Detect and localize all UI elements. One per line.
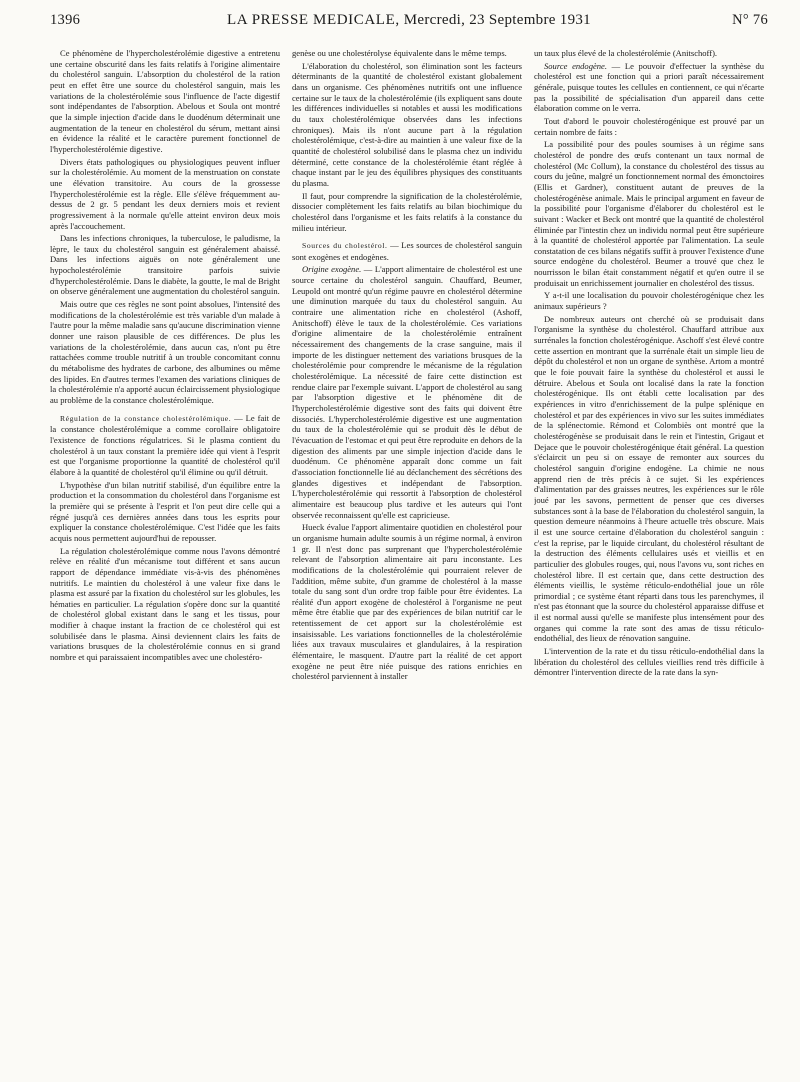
paragraph: La possibilité pour des poules soumises à un régime sans cholestérol de pondre des œufs contenant un taux normal de cholestérol (Mc Collum), la constance du cholestérol des tissus au cours du jeûne, malgré un fonctionnement normal des émonctoires (Ellis et Gardner), constituent autant de preuves de la cholestérogénèse animale. Mais le principal argument en faveur de la possibilité pour l'organisme d'élaborer du cholestérol est le suivant : Wacker et Beck ont montré que la quantité de cholestérol éliminée par l'intestin chez un individu normal peut être supérieure à la quantité de cholestérol apportée par l'alimentation. La seule constatation de ces bilans négatifs suffit à prouver l'existence d'une source endogène du cholestérol. Beumer a trouvé que chez le nourrisson le bilan était constamment négatif et qu'en outre il se produisait un enrichissement journalier en cholestérol des tissus. <box>534 139 764 288</box>
page-header <box>50 12 768 38</box>
column-3 <box>534 48 764 1078</box>
running-title <box>110 12 708 29</box>
column-2 <box>292 48 522 1078</box>
paragraph: Dans les infections chroniques, la tuberculose, le paludisme, la lèpre, le taux du cholestérol sanguin est généralement abaissé. Dans les infections aiguës on note généralement une hypocholestérolémie transitoire parfois suivie d'hypercholestérolémie. Dans le diabète, la goutte, le mal de Bright on observe généralement une augmentation du cholestérol sanguin. <box>50 233 280 297</box>
section-heading: Sources du cholestérol. <box>302 241 388 251</box>
subsection-paragraph: Origine exogène. — L'apport alimentaire de cholestérol est une source certaine du cholestérol sanguin. Chauffard, Beumer, Leupold ont montré qu'un régime pauvre en cholestérol détermine une diminution marquée du taux du cholestérol sanguin. Au contraire une alimentation riche en cholestérol (Ashoff, Anitschoff) élève le taux de la cholestérolémie. Ces variations d'origine alimentaire de la cholestérolémie entraînent nécessairement des changements de la crase sanguine, mais il importe de les distinguer nettement des variations brusques de la cholestérolémie pour comprendre le mécanisme de la régulation cholestérolémique. La nécessité de faire cette distinction est rendue claire par l'exemple suivant. L'apport de cholestérol au sang par l'absorption digestive et le phénomène dit de l'hypercholestérolémie digestive sont des faits qui doivent être dissociés. L'hypercholestérolémie digestive est une augmentation du taux de la cholestérolémie qui se produit dès le début de l'évacuation de l'estomac et qui peut être reproduite en dehors de la digestion des aliments par une simple injection d'acide dans le duodénum. Ce phénomène apparaît donc comme un fait d'association fonctionnelle lié au déclanchement des sécrétions des glandes digestives et indépendant de l'absorption. L'hypercholestérolémie qui ressortit à l'absorption de cholestérol alimentaire est beaucoup plus tardive et les auteurs qui l'ont observée reconnaissent qu'elle est capricieuse. <box>292 264 522 520</box>
section-paragraph: Régulation de la constance cholestérolémique. — Le fait de la constance cholestérolémique a comme corollaire obligatoire l'existence de fonctions régulatrices. Si le plasma contient du cholestérol à un taux constant la première idée qui vient à l'esprit est que l'organisme proportionne la quantité de cholestérol qu'il élabore à la quantité de cholestérol qu'il élimine ou qu'il détruit. <box>50 412 280 477</box>
paragraph: Tout d'abord le pouvoir cholestérogénique est prouvé par un certain nombre de faits : <box>534 115 764 137</box>
publication-name: LA PRESSE MEDICALE, <box>227 12 400 28</box>
paragraph: L'élaboration du cholestérol, son élimination sont les facteurs déterminants de la quantité de cholestérol existant globalement dans un organisme. Ces phénomènes nutritifs ont une influence certaine sur le taux de la cholestérolémie (ils expliquent sans doute les différences individuelles si notables et aussi les modifications du taux cholestérolémique observées dans les infections chroniques). Mais ils n'ont aucune part à la régulation cholestérolémique, c'est-à-dire au maintien à une valeur fixe de la quantité de cholestérol solubilisé dans le plasma chez un individu déterminé, cette constance de la cholestérolémie étant réglée à chaque instant par le jeu des équilibres physiques des constituants du plasma. <box>292 60 522 188</box>
paragraph: Il faut, pour comprendre la signification de la cholestérolémie, dissocier complètement les faits relatifs au bilan biochimique du cholestérol dans l'organisme et les faits relatifs à la constance du milieu intérieur. <box>292 190 522 233</box>
paragraph: Ce phénomène de l'hypercholestérolémie digestive a entretenu une certaine obscurité dans les faits relatifs à l'origine alimentaire du cholestérol sanguin. L'absorption du cholestérol de la ration peut en effet être une source du cholestérol sanguin, mais les variations de la cholestérolémie sous l'influence de l'acte digestif sont indépendantes de l'absorption. Abelous et Soula ont montré que la simple injection d'acide dans le duodénum déterminait une augmentation de la teneur en cholestérol du sérum, mettant ainsi en évidence la réalité et le caractère purement fonctionnel de l'hypercholestérolémie digestive. <box>50 48 280 154</box>
paragraph: L'hypothèse d'un bilan nutritif stabilisé, d'un équilibre entre la production et la consommation du cholestérol dans l'organisme est la première qui se présente à l'esprit et l'on peut dire celle qui a régné jusqu'à ces dernières années dans tous les esprits pour expliquer la constance cholestérolémique. C'est l'idée que les faits acquis nous permettent aujourd'hui de repousser. <box>50 479 280 543</box>
paragraph: un taux plus élevé de la cholestérolémie (Anitschoff). <box>534 48 718 58</box>
subsection-heading: Origine exogène. <box>302 264 362 275</box>
text-columns <box>50 48 768 1078</box>
section-heading: Régulation de la constance cholestérolémique. <box>60 413 232 423</box>
paragraph: La régulation cholestérolémique comme nous l'avons démontré relève en réalité d'un mécanisme tout différent et sans aucun rapport de dépendance immédiate vis-à-vis des phénomènes nutritifs. Le maintien du cholestérol à une valeur fixe dans le plasma est assuré par la fixation du cholestérol sur les globules, les hématies en particulier. La régulation s'opère donc sur la quantité de cholestérol global existant dans le sang et les tissus, pour modifier à chaque instant la fraction de ce cholestérol qui est solubilisée dans le plasma. Ainsi deviennent clairs les faits de variations brusques de la cholestérolémie connus en si grand nombre et qui paraissaient incompatibles avec une cholestéro- <box>50 545 280 663</box>
column-1 <box>50 48 280 1078</box>
subsection-paragraph: Source endogène. — Le pouvoir d'effectuer la synthèse du cholestérol est une fonction qui a priori paraît nécessairement générale, puisque toutes les cellules en contiennent, ce qui n'écarte pas la possibilité de spécialisation d'un appareil dans cette élaboration comme on le verra. <box>534 60 764 114</box>
paragraph: Divers états pathologiques ou physiologiques peuvent influer sur la cholestérolémie. Au moment de la menstruation on constate une élévation transitoire. Au cours de la grossesse l'hypercholestérolémie est la règle. Elle s'élève fréquemment au-dessus de 2 gr. 5 pendant les deux derniers mois et revient progressivement à la normale qu'elle atteint environ deux mois après l'accouchement. <box>50 156 280 231</box>
paragraph: Mais outre que ces règles ne sont point absolues, l'intensité des modifications de la cholestérolémie est très variable d'un malade à l'autre pour la même maladie sans qu'aucune discrimination vienne donner une raison plausible de ces différences. De plus les variations de la cholestérolémie, dans aucun cas, n'ont pu être rattachées comme trouble nutritif à un trouble concomitant connu du métabolisme des hydrates de carbone, des albumines ou même des lipides. En d'autres termes l'examen des variations cliniques de la cholestérolémie n'a apporté aucun éclaircissement physiologique au problème de la constance cholestérolémique. <box>50 299 280 405</box>
subsection-heading: Source endogène. <box>544 60 607 71</box>
paragraph: L'intervention de la rate et du tissu réticulo-endothélial dans la libération du cholestérol des cellules vieillies rend très difficile à démontrer l'intervention directe de la rate dans la syn- <box>534 646 764 678</box>
paragraph: De nombreux auteurs ont cherché où se produisait dans l'organisme la synthèse du cholestérol. Chauffard attribue aux surrénales la fonction cholestérogénique. Aschoff s'est élevé contre cette assertion en montrant que la surrénale était un simple lieu de dépôt du cholestérol et non un organe de synthèse. Artom a montré que le foie pouvait faire la synthèse du cholestérol et aussi le détruire. Abelous et Soula ont localisé dans la rate la fonction cholestérogénique. Ils ont établi cette localisation par des expériences in vitro d'enrichissement de la pulpe splénique en cholestérol et par des expériences in vivo sur les suites immédiates de la splénectomie. Rémond et Colombiès ont montré que la cholestérogénèse se produisait dans le rein et l'intestin, Grigaut et Dejace que le pouvoir cholestérogénique était général. La question s'éclaircit un peu si on essaye de remonter aux sources du cholestérol sanguin d'origine endogène. La chimie ne nous apprend rien de très précis à ce sujet. Si les expériences d'alimentation par des graisses neutres, les expériences sur le rôle joué par les savons, permettent de penser que ces diverses substances sont à la base de l'élaboration du cholestérol sanguin, la question demeure néanmoins à l'heure actuelle très obscure. Mais il est une source certaine d'élaboration du cholestérol sanguin : c'est la reprise, par le liquide circulant, du cholestérol résultant de la destruction des éléments cellulaires usés et vieillis et en particulier des globules rouges, qui, nous l'avons vu, sont riches en cholestérol libre. Il est certain que, dans cette destruction des éléments vieillis, le système réticulo-endothélial joue un rôle primordial ; ce système étant réparti dans tous les parenchymes, il n'est pas étonnant que la source du cholestérol apparaisse diffuse et il est normal aussi qu'elle se manifeste plus intensément pour des organes qui comme la rate sont des amas de tissu réticulo-endothélial, des lieux de rénovation sanguine. <box>534 313 764 644</box>
paragraph: Y a-t-il une localisation du pouvoir cholestérogénique chez les animaux supérieurs ? <box>534 290 764 312</box>
page-number: 1396 <box>50 12 81 28</box>
paragraph: genèse ou une cholestérolyse équivalente dans le même temps. <box>292 48 507 58</box>
section-paragraph: Sources du cholestérol. — Les sources de cholestérol sanguin sont exogènes et endogènes. <box>292 240 522 262</box>
issue-date: Mercredi, 23 Septembre 1931 <box>403 12 591 28</box>
issue-number: N° 76 <box>732 12 768 28</box>
paragraph: Hueck évalue l'apport alimentaire quotidien en cholestérol pour un organisme humain adulte soumis à un régime normal, à environ 1 gr. Il n'est donc pas surprenant que l'hypercholestérolémie relevant de l'absorption alimentaire ait paru inconstante. Les modifications de la cholestérolémie qui pourraient relever de l'addition, même subite, d'un gramme de cholestérol à la masse totale du sang sont d'un ordre trop faible pour être évidentes. La réalité d'un apport exogène de cholestérol à l'organisme ne peut même être établie que par des expériences de bilan nutritif car le retentissement de cet apport sur la cholestérolémie est insaisissable. Les variations fonctionnelles de la cholestérolémie liées aux travaux musculaires et glandulaires, à la respiration élémentaire, le masquent. D'autre part la réalité de cet apport exogène ne peut être niée puisque des rations enrichies en cholestérol parviennent à installer <box>292 522 522 682</box>
